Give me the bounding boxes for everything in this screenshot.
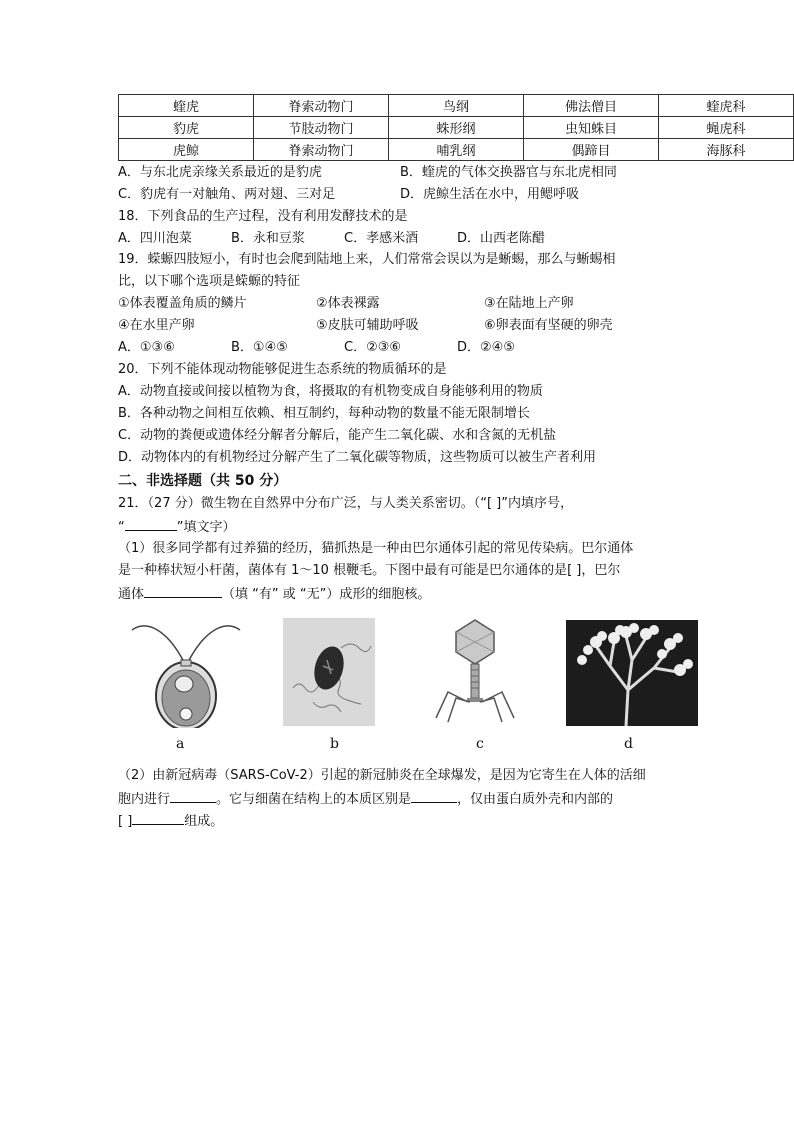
q21-quote-close: ”填文字） (176, 520, 236, 535)
table-cell: 蛛形纲 (389, 117, 524, 139)
q20-option-a: A．动物直接或间接以植物为食，将摄取的有机物变成自身能够利用的物质 (118, 384, 543, 399)
q19-statements-row-2 (118, 317, 613, 335)
q21-part2-text-a: 胞内进行 (118, 792, 171, 807)
figure-caption-a: a (176, 736, 185, 752)
table-cell: 偶蹄目 (524, 139, 659, 161)
q19-option-d: D．②④⑤ (457, 340, 515, 355)
table-cell: 蝰虎科 (659, 95, 794, 117)
table-cell: 海豚科 (659, 139, 794, 161)
q21-stem-line-1: 21．（27 分）微生物在自然界中分布广泛，与人类关系密切。（“[ ]”内填序号， (118, 496, 573, 511)
table-cell: 佛法僧目 (524, 95, 659, 117)
q19-statement-3: ③在陆地上产卵 (484, 296, 574, 311)
table-row (119, 95, 794, 117)
q21-stem-line-2 (118, 517, 236, 537)
q21-part1-text-b: （填 “有” 或 “无”）成形的细胞核。 (222, 587, 431, 602)
q17-option-b: B．蝰虎的气体交换器官与东北虎相同 (400, 165, 617, 180)
q19-statement-2: ②体表裸露 (316, 296, 380, 311)
q21-part2-line-1: （2）由新冠病毒（SARS-CoV-2）引起的新冠肺炎在全球爆发，是因为它寄生在人体的活细 (118, 768, 646, 783)
q19-option-b: B．①④⑤ (231, 340, 288, 355)
figure-d-penicillium (566, 620, 698, 726)
q18-option-c: C．孝感米酒 (344, 231, 419, 246)
q17-option-a: A．与东北虎亲缘关系最近的是豹虎 (118, 165, 322, 180)
q18-option-d: D．山西老陈醋 (457, 231, 546, 246)
table-cell: 节肢动物门 (254, 117, 389, 139)
table-cell: 蝰虎 (119, 95, 254, 117)
q21-part2-line-2 (118, 789, 613, 809)
q19-statement-4: ④在水里产卵 (118, 318, 195, 333)
table-row (119, 117, 794, 139)
q17-options-row-2 (118, 186, 579, 204)
table-cell: 虫知蛛目 (524, 117, 659, 139)
figure-c-bacteriophage (430, 618, 520, 728)
answer-blank[interactable] (411, 789, 457, 803)
q18-option-b: B．永和豆浆 (231, 231, 305, 246)
q19-options (118, 339, 515, 357)
figure-caption-b: b (330, 736, 339, 752)
q20-stem: 20．下列不能体现动物能够促进生态系统的物质循环的是 (118, 362, 447, 377)
q19-option-c: C．②③⑥ (344, 340, 402, 355)
q18-options (118, 230, 545, 248)
q21-part2-text-d: 组成。 (184, 814, 224, 829)
table-cell: 哺乳纲 (389, 139, 524, 161)
table-cell: 脊索动物门 (254, 95, 389, 117)
q18-option-a: A．四川泡菜 (118, 231, 192, 246)
q21-quote-open: “ (118, 520, 125, 535)
table-cell: 虎鲸 (119, 139, 254, 161)
figure-caption-c: c (476, 736, 484, 752)
table-cell: 蝇虎科 (659, 117, 794, 139)
table-cell: 脊索动物门 (254, 139, 389, 161)
table-cell: 鸟纲 (389, 95, 524, 117)
q19-statement-1: ①体表覆盖角质的鳞片 (118, 296, 247, 311)
figure-b-bacterium (283, 618, 375, 726)
table-cell: 豹虎 (119, 117, 254, 139)
q21-part1-text-a: 通体 (118, 587, 145, 602)
q19-stem-line-1: 19．蝾螈四肢短小，有时也会爬到陆地上来，人们常常会误以为是蜥蜴，那么与蜥蜴相 (118, 252, 616, 267)
q19-option-a: A．①③⑥ (118, 340, 175, 355)
microbe-figures (118, 618, 718, 758)
table-row (119, 139, 794, 161)
q19-statement-5: ⑤皮肤可辅助呼吸 (316, 318, 419, 333)
classification-table (118, 94, 794, 161)
q21-part2-text-b: 。它与细菌在结构上的本质区别是 (216, 792, 412, 807)
q17-options-row-1 (118, 164, 617, 182)
answer-blank[interactable] (144, 584, 222, 598)
q21-part2-text-c: ，仅由蛋白质外壳和内部的 (457, 792, 614, 807)
q20-option-d: D．动物体内的有机物经过分解产生了二氧化碳等物质，这些物质可以被生产者利用 (118, 450, 597, 465)
q21-part1-line-1: （1）很多同学都有过养猫的经历，猫抓热是一种由巴尔通体引起的常见传染病。巴尔通体 (118, 541, 634, 556)
q21-part2-bracket: [ ] (118, 814, 133, 829)
figure-a-alga (126, 618, 246, 728)
answer-blank[interactable] (125, 517, 177, 531)
q20-option-c: C．动物的粪便或遗体经分解者分解后，能产生二氧化碳、水和含氮的无机盐 (118, 428, 557, 443)
q21-part1-line-3 (118, 584, 430, 604)
q20-option-b: B．各种动物之间相互依赖、相互制约，每种动物的数量不能无限制增长 (118, 406, 530, 421)
q17-option-d: D．虎鲸生活在水中，用鳃呼吸 (400, 187, 580, 202)
q19-statements-row-1 (118, 295, 574, 313)
q17-option-c: C．豹虎有一对触角、两对翅、三对足 (118, 187, 336, 202)
q18-stem: 18．下列食品的生产过程，没有利用发酵技术的是 (118, 209, 408, 224)
q19-stem-line-2: 比，以下哪个选项是蝾螈的特征 (118, 274, 301, 289)
q21-part2-line-3 (118, 811, 223, 831)
q19-statement-6: ⑥卵表面有坚硬的卵壳 (484, 318, 613, 333)
figure-caption-d: d (624, 736, 633, 752)
section-heading: 二、非选择题（共 50 分） (118, 473, 288, 489)
classification-table-wrap (118, 94, 794, 161)
q21-part1-line-2: 是一种棒状短小杆菌，菌体有 1～10 根鞭毛。下图中最有可能是巴尔通体的是[ ]，巴尔 (118, 563, 621, 578)
answer-blank[interactable] (132, 811, 184, 825)
answer-blank[interactable] (170, 789, 216, 803)
